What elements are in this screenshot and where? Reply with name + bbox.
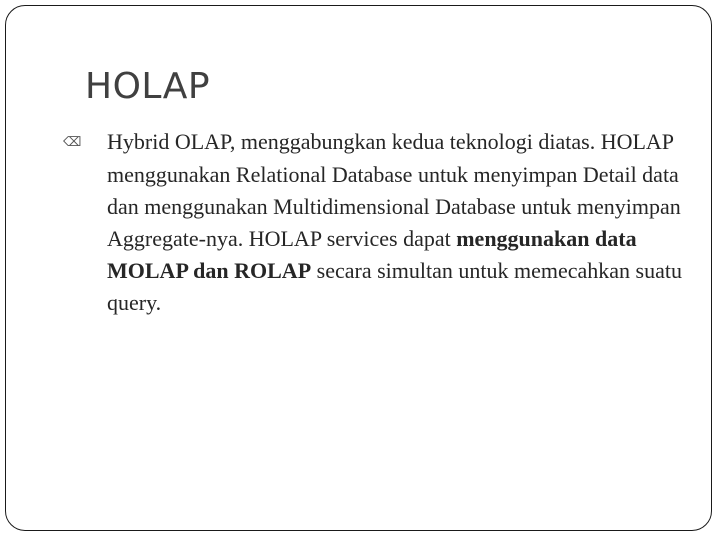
bullet-text-bold: menggunakan data MOLAP dan ROLAP <box>107 226 637 283</box>
bullet-text-part2: secara simultan untuk memecahkan suatu query. <box>107 258 682 315</box>
arrow-bullet-icon: ⌫ <box>63 135 82 150</box>
slide-frame <box>5 5 712 531</box>
bullet-paragraph <box>63 126 695 319</box>
slide-body <box>63 126 695 319</box>
bullet-text-part1: Hybrid OLAP, menggabungkan kedua teknologi diatas. HOLAP menggunakan Relational Database untuk menyimpan Detail data dan menggunakan Multidimensional Database untuk menyimpan Aggregate-nya. HOLAP services dapat <box>107 129 681 251</box>
slide-title: HOLAP <box>85 66 211 107</box>
